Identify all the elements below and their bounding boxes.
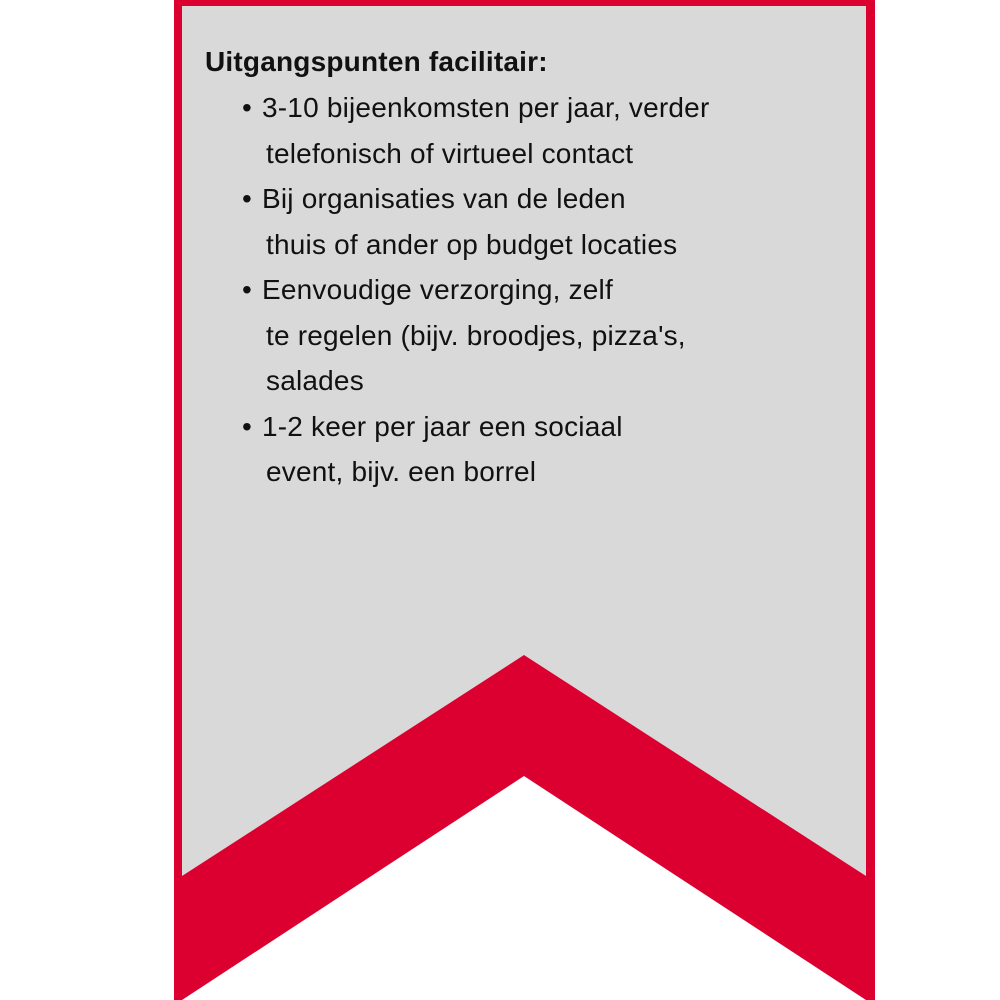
list-item: [205, 404, 845, 495]
list-item-line: te regelen (bijv. broodjes, pizza's,: [266, 319, 686, 351]
list-item-line: salades: [266, 365, 364, 396]
bullet-icon: •: [241, 274, 252, 305]
list-item: [205, 267, 845, 404]
bullet-icon: •: [241, 410, 252, 442]
list-item: [205, 85, 845, 176]
bullet-icon: •: [241, 92, 252, 123]
bullet-icon: •: [241, 183, 252, 214]
list-item-line: Eenvoudige verzorging, zelf: [262, 274, 613, 305]
list-item-line: Bij organisaties van de leden: [262, 183, 626, 214]
list-item-line: telefonisch of virtueel contact: [266, 137, 634, 169]
list-item: [205, 176, 845, 267]
list-item-line: 3-10 bijeenkomsten per jaar, verder: [262, 92, 710, 123]
heading: Uitgangspunten facilitair:: [205, 46, 548, 77]
text-block: [205, 44, 845, 495]
list-item-line: 1-2 keer per jaar een sociaal: [262, 410, 623, 442]
points-list: [205, 85, 845, 495]
list-item-line: thuis of ander op budget locaties: [266, 228, 678, 260]
list-item-line: event, bijv. een borrel: [266, 456, 537, 487]
